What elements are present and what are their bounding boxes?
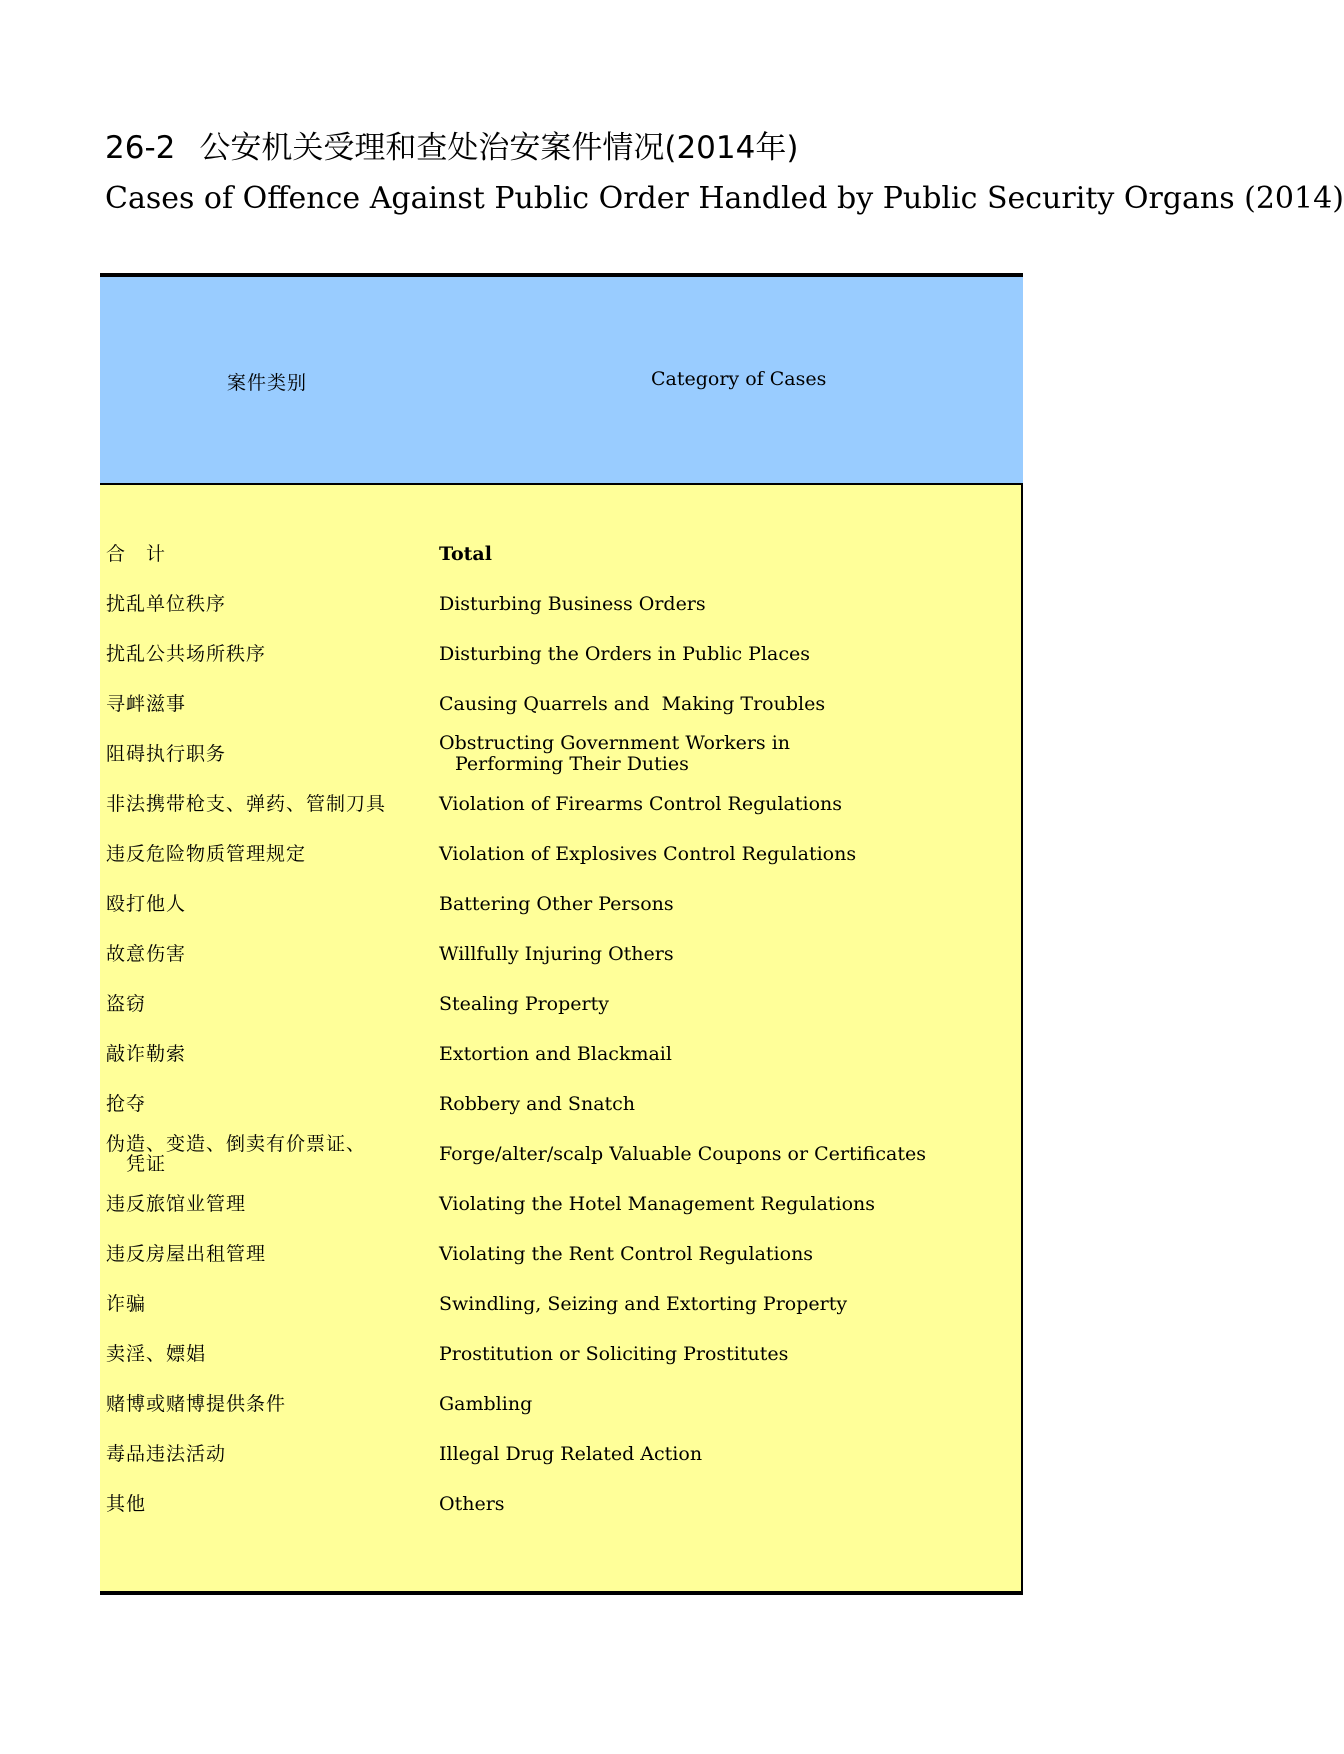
row-label-chinese: 扰乱单位秩序 bbox=[106, 593, 227, 615]
table-row bbox=[100, 679, 1020, 729]
row-label-chinese: 赌博或赌博提供条件 bbox=[106, 1393, 287, 1415]
page-title-chinese bbox=[105, 128, 798, 168]
table-row bbox=[100, 1129, 1020, 1179]
row-label-chinese: 故意伤害 bbox=[106, 943, 187, 965]
row-label-chinese: 毒品违法活动 bbox=[106, 1443, 227, 1465]
table-row bbox=[100, 1429, 1020, 1479]
row-label-chinese: 其他 bbox=[106, 1493, 147, 1515]
data-table bbox=[100, 273, 1023, 1595]
row-label-english: Violation of Explosives Control Regulations bbox=[439, 842, 857, 865]
row-label-chinese: 合 计 bbox=[106, 543, 167, 565]
row-label-chinese: 违反旅馆业管理 bbox=[106, 1193, 247, 1215]
row-label-english: Forge/alter/scalp Valuable Coupons or Certificates bbox=[439, 1142, 926, 1165]
row-label-chinese: 卖淫、嫖娼 bbox=[106, 1343, 207, 1365]
title-chinese-text: 公安机关受理和查处治安案件情况(2014年) bbox=[199, 130, 799, 166]
table-header bbox=[100, 273, 1023, 485]
table-row-total bbox=[100, 529, 1020, 579]
row-label-chinese: 寻衅滋事 bbox=[106, 693, 187, 715]
row-label-english: Disturbing Business Orders bbox=[439, 592, 706, 615]
row-label-english: Violating the Rent Control Regulations bbox=[439, 1242, 814, 1265]
header-category-english: Category of Cases bbox=[651, 368, 827, 390]
row-label-chinese: 违反危险物质管理规定 bbox=[106, 843, 307, 865]
row-label-chinese: 非法携带枪支、弹药、管制刀具 bbox=[106, 793, 387, 815]
row-label-chinese: 违反房屋出租管理 bbox=[106, 1243, 267, 1265]
row-label-english: Willfully Injuring Others bbox=[439, 942, 674, 965]
table-row bbox=[100, 1079, 1020, 1129]
row-label-english: Others bbox=[439, 1492, 505, 1515]
row-label-chinese-line2: 凭证 bbox=[126, 1153, 167, 1175]
table-row bbox=[100, 1279, 1020, 1329]
page-title-english: Cases of Offence Against Public Order Handled by Public Security Organs (2014) bbox=[105, 181, 1344, 216]
row-label-english: Gambling bbox=[439, 1392, 533, 1415]
row-label-english: Stealing Property bbox=[439, 992, 609, 1015]
table-row bbox=[100, 1329, 1020, 1379]
row-label-chinese: 阻碍执行职务 bbox=[106, 743, 227, 765]
table-row bbox=[100, 1379, 1020, 1429]
table-row bbox=[100, 929, 1020, 979]
row-label-english: Causing Quarrels and Making Troubles bbox=[439, 692, 826, 715]
table-row bbox=[100, 579, 1020, 629]
table-row bbox=[100, 979, 1020, 1029]
header-category-chinese: 案件类别 bbox=[227, 372, 308, 394]
row-label-english: Prostitution or Soliciting Prostitutes bbox=[439, 1342, 789, 1365]
table-row bbox=[100, 1179, 1020, 1229]
row-label-chinese: 抢夺 bbox=[106, 1093, 147, 1115]
row-label-english: Robbery and Snatch bbox=[439, 1092, 636, 1115]
table-row bbox=[100, 629, 1020, 679]
row-label-english: Battering Other Persons bbox=[439, 892, 674, 915]
table-body bbox=[100, 485, 1023, 1595]
row-label-chinese: 敲诈勒索 bbox=[106, 1043, 187, 1065]
row-label-english: Violation of Firearms Control Regulations bbox=[439, 792, 843, 815]
row-label-chinese: 扰乱公共场所秩序 bbox=[106, 643, 267, 665]
row-label-chinese: 诈骗 bbox=[106, 1293, 147, 1315]
table-row bbox=[100, 729, 1020, 779]
row-label-english: Total bbox=[439, 542, 492, 565]
table-row bbox=[100, 1229, 1020, 1279]
row-label-english: Illegal Drug Related Action bbox=[439, 1442, 703, 1465]
row-label-chinese bbox=[106, 1129, 426, 1179]
table-row bbox=[100, 879, 1020, 929]
table-row bbox=[100, 779, 1020, 829]
row-label-chinese: 盗窃 bbox=[106, 993, 147, 1015]
row-label-english bbox=[439, 729, 999, 779]
table-row bbox=[100, 1479, 1020, 1529]
table-number: 26-2 bbox=[105, 130, 176, 166]
table-row bbox=[100, 829, 1020, 879]
row-label-chinese-line1: 伪造、变造、倒卖有价票证、 bbox=[106, 1133, 367, 1155]
row-label-english: Disturbing the Orders in Public Places bbox=[439, 642, 810, 665]
row-label-english-line1: Obstructing Government Workers in bbox=[439, 732, 791, 754]
row-label-english: Extortion and Blackmail bbox=[439, 1042, 672, 1065]
row-label-english-line2: Performing Their Duties bbox=[455, 753, 689, 775]
row-label-chinese: 殴打他人 bbox=[106, 893, 187, 915]
row-label-english: Violating the Hotel Management Regulations bbox=[439, 1192, 876, 1215]
row-label-english: Swindling, Seizing and Extorting Property bbox=[439, 1292, 848, 1315]
table-row bbox=[100, 1029, 1020, 1079]
